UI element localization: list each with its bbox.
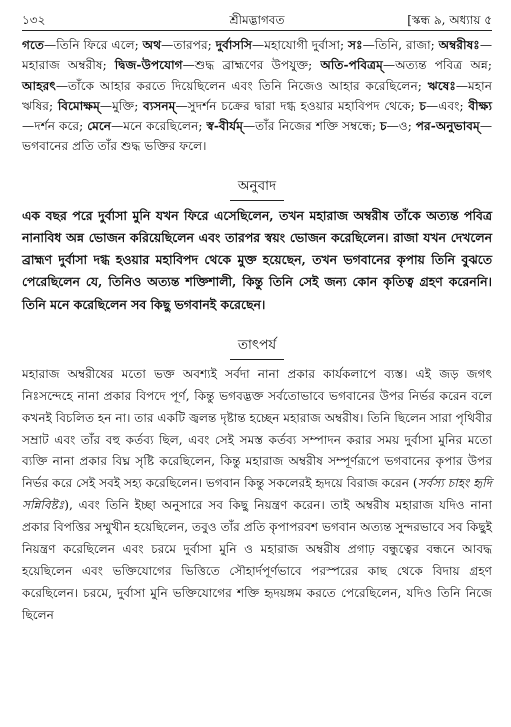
translation-heading: অনুবাদ [22,175,492,201]
synonym-word: সঃ [348,38,363,52]
synonym-meaning: —ভগবানের প্রতি তাঁর শুদ্ধ ভক্তির ফলে। [22,119,492,154]
synonym-meaning: —মহারাজ অম্বরীষ; [22,38,492,73]
synonym-word: ঋষেঃ [427,78,456,93]
synonym-meaning: —শুদ্ধ ব্রাহ্মণের উপযুক্ত; [182,58,321,73]
synonym-meaning: —তিনি, রাজা; [362,38,439,52]
synonym-meaning: —সুদর্শন চক্রের দ্বারা দগ্ধ হওয়ার মহাবিপদ থেকে; [175,98,420,113]
synonym-word: গতে [22,38,45,52]
synonym-word: চ [419,98,426,113]
synonym-meaning: —মনে করেছিলেন; [111,119,207,134]
page-number: ১৩২ [22,13,46,27]
synonym-meaning: —মহাযোগী দুর্বাসা; [252,38,349,52]
synonym-word: বিমোক্ষম্ [57,98,100,113]
synonym-word: আহরৎ [22,78,56,93]
header-rule [22,30,492,31]
synonym-word: ব্যসনম্ [143,98,176,113]
synonym-word: বীক্ষ্য [468,98,492,113]
synonym-meaning: —তাঁকে আহার করতে দিয়েছিলেন এবং তিনি নিজেও আহার করেছিলেন; [55,78,428,93]
synonym-word: অথ [142,38,162,52]
purport-heading: তাৎপর্য [22,334,492,360]
synonym-word: স্ব-বীর্যম্ [206,119,243,134]
purport-text [22,364,492,627]
synonym-word: দুর্বাসসি [215,38,252,52]
synonym-meaning: —দর্শন করে; [22,119,88,134]
book-title: শ্রীমদ্ভাগবত [229,13,285,27]
synonym-word: মেনে [87,119,112,134]
chapter-reference: [স্কন্ধ ৯, অধ্যায় ৫ [407,13,492,27]
synonym-meaning: —তারপর; [161,38,216,52]
synonym-word: দ্বিজ-উপযোগ [114,58,183,73]
synonym-meaning: —তিনি ফিরে এলে; [44,38,143,52]
running-header [22,8,492,30]
purport-text-part-2: ), এবং তিনি ইচ্ছা অনুসারে সব কিছু নিয়ন্ত্রণ করেন। তাই অম্বরীষ মহারাজ যদিও নানা প্রকার বিপত্তির সম্মুখীন হয়েছিলেন, তবুও তাঁর প্রতি কৃপাপরবশ ভগবান অত্যন্ত সুন্দরভাবে সব কিছুই নিয়ন্ত্রণ করেছিলেন এবং চরমে দুর্বাসা মুনি ও মহারাজ অম্বরীষ প্রগাঢ় বন্ধুত্বের বন্ধনে আবদ্ধ হয়েছিলেন এবং ভক্তিযোগের ভিত্তিতে সৌহার্দপূর্ণভাবে পরস্পরের কাছ থেকে বিদায় গ্রহণ করেছিলেন। চরমে, দুর্বাসা মুনি ভক্তিযোগের শক্তি হৃদয়ঙ্গম করতে পেরেছিলেন, যদিও তিনি নিজে ছিলেন [22,498,492,622]
synonym-word: অতি-পবিত্রম্ [320,58,383,73]
synonym-meaning: —অত্যন্ত পবিত্র অন্ন; [382,58,492,73]
synonym-word: পর-অনুভাবম্ [415,119,480,134]
synonym-word: চ [380,119,387,134]
synonym-meaning: —ও; [386,119,416,134]
synonym-word: অম্বরীষঃ [438,38,480,52]
synonym-meaning: —মুক্তি; [99,98,144,113]
synonym-meaning: —তাঁর নিজের শক্তি সম্বন্ধে; [242,119,380,134]
purport-text-part-1: মহারাজ অম্বরীষের মতো ভক্ত অবশ্যই সর্বদা নানা প্রকার কার্যকলাপে ব্যস্ত। এই জড় জগৎ নিঃসন্দেহে নানা প্রকার বিপদে পূর্ণ, কিন্তু ভগবদ্ভক্ত সর্বতোভাবে ভগবানের উপর নির্ভর করেন বলে কখনই বিচলিত হন না। তার একটি জ্বলন্ত দৃষ্টান্ত হচ্ছেন মহারাজ অম্বরীষ। তিনি ছিলেন সারা পৃথিবীর সম্রাট এবং তাঁর বহু কর্তব্য ছিল, এবং সেই সমস্ত কর্তব্য সম্পাদন করার সময় দুর্বাসা মুনির মতো ব্যক্তি নানা প্রকার বিঘ্ন সৃষ্টি করেছিলেন, কিন্তু মহারাজ অম্বরীষ সম্পূর্ণরূপে ভগবানের কৃপার উপর নির্ভর করে সেই সবই সহ্য করেছিলেন। ভগবান কিন্তু সকলেরই হৃদয়ে বিরাজ করেন ( [22,366,493,491]
purport-quote: সর্বস্য চাহং হৃদি সন্নিবিষ্টঃ [22,476,493,513]
translation-text: এক বছর পরে দুর্বাসা মুনি যখন ফিরে এসেছিলেন, তখন মহারাজ অম্বরীষ তাঁকে অত্যন্ত পবিত্র নানাবিধ অন্ন ভোজন করিয়েছিলেন এবং তারপর স্বয়ং ভোজন করেছিলেন। রাজা যখন দেখলেন ব্রাহ্মণ দুর্বাসা দগ্ধ হওয়ার মহাবিপদ থেকে মুক্ত হয়েছেন, তখন ভগবানের কৃপায় তিনি বুঝতে পেরেছিলেন যে, তিনিও অত্যন্ত শক্তিশালী, কিন্তু তিনি সেই জন্য কোন কৃতিত্ব গ্রহণ করেননি। তিনি মনে করেছিলেন সব কিছু ভগবানই করেছেন। [22,207,492,312]
word-for-word-synonyms [22,35,492,157]
synonym-meaning: —মহান ঋষির; [22,78,492,113]
synonym-meaning: —এবং; [426,98,469,113]
